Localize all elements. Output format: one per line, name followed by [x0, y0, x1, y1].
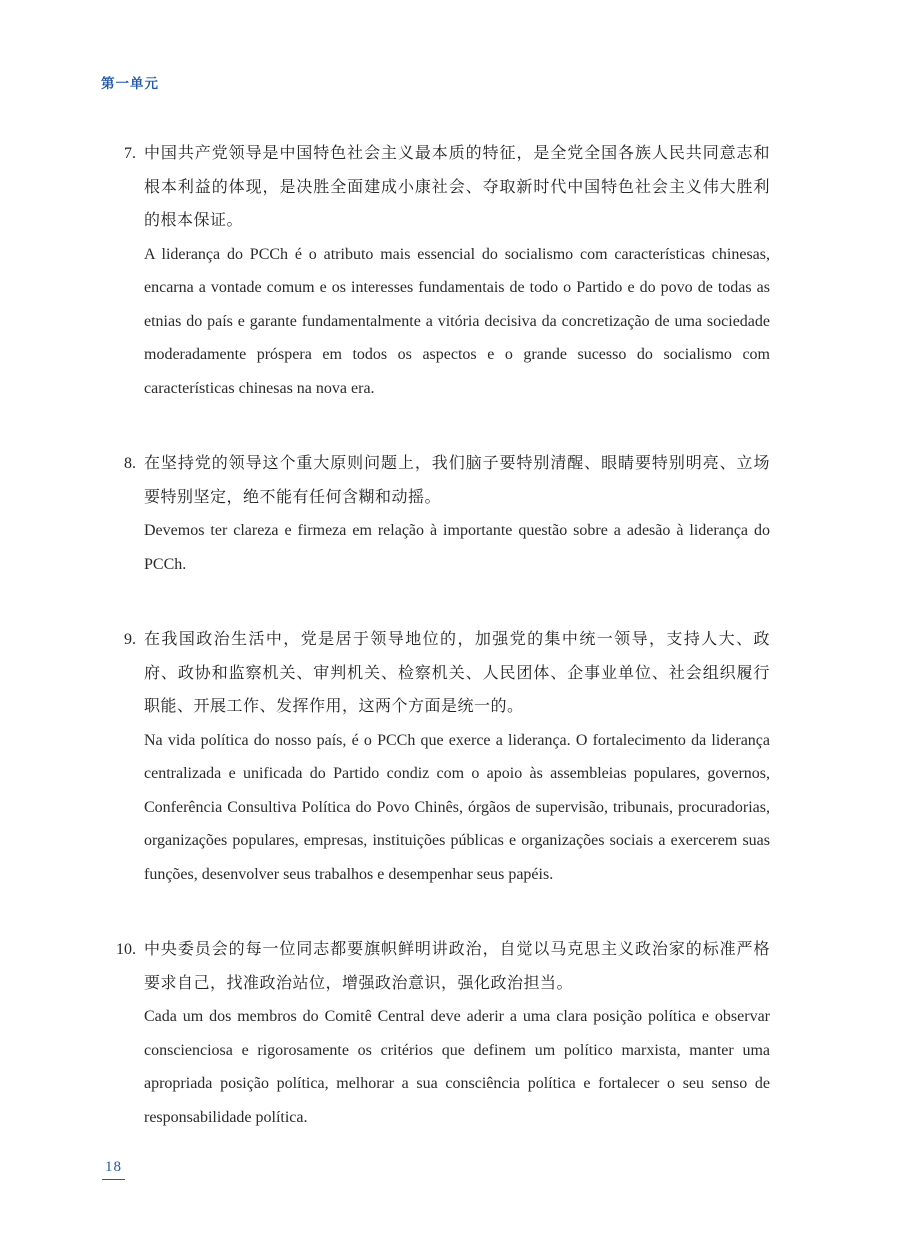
- item-body: [144, 933, 770, 1134]
- item-number: 8.: [124, 455, 136, 472]
- list-item: [106, 623, 770, 891]
- page-footer: [102, 1158, 125, 1180]
- list-item: [106, 137, 770, 405]
- item-body: [144, 623, 770, 891]
- item-number: 7.: [124, 145, 136, 162]
- unit-header: 第一单元: [101, 76, 159, 91]
- portuguese-translation: Devemos ter clareza e firmeza em relação à importante questão sobre a adesão à liderança do PCCh.: [144, 522, 770, 573]
- list-item: [106, 933, 770, 1134]
- chinese-text: 在坚持党的领导这个重大原则问题上，我们脑子要特别清醒、眼睛要特别明亮、立场要特别坚定，绝不能有任何含糊和动摇。: [144, 455, 770, 506]
- page-content: [106, 137, 770, 1134]
- item-body: [144, 447, 770, 581]
- list-item: [106, 447, 770, 581]
- chinese-text: 在我国政治生活中，党是居于领导地位的，加强党的集中统一领导，支持人大、政府、政协和监察机关、审判机关、检察机关、人民团体、企事业单位、社会组织履行职能、开展工作、发挥作用，这两个方面是统一的。: [144, 631, 770, 715]
- portuguese-translation: Na vida política do nosso país, é o PCCh que exerce a liderança. O fortalecimento da liderança centralizada e unificada do Partido condiz com o apoio às assembleias populares, governos, Conferência Consultiva Política do Povo Chinês, órgãos de supervisão, tribunais, procuradorias, organizações populares, empresas, instituições públicas e organizações sociais a exercerem suas funções, desenvolver seus trabalhos e desempenhar seus papéis.: [144, 731, 770, 883]
- item-number: 9.: [124, 631, 136, 648]
- page-number: 18: [102, 1159, 125, 1180]
- chinese-text: 中央委员会的每一位同志都要旗帜鲜明讲政治，自觉以马克思主义政治家的标准严格要求自己，找准政治站位，增强政治意识，强化政治担当。: [144, 941, 770, 992]
- chinese-text: 中国共产党领导是中国特色社会主义最本质的特征，是全党全国各族人民共同意志和根本利益的体现，是决胜全面建成小康社会、夺取新时代中国特色社会主义伟大胜利的根本保证。: [144, 145, 770, 229]
- item-number: 10.: [116, 941, 136, 958]
- portuguese-translation: Cada um dos membros do Comitê Central deve aderir a uma clara posição política e observar conscienciosa e rigorosamente os critérios que definem um político marxista, manter uma apropriada posição política, melhorar a sua consciência política e fortalecer o seu senso de responsabilidade política.: [144, 1008, 770, 1126]
- portuguese-translation: A liderança do PCCh é o atributo mais essencial do socialismo com características chinesas, encarna a vontade comum e os interesses fundamentais de todo o Partido e do povo de todas as etnias do país e garante fundamentalmente a vitória decisiva da concretização de uma sociedade moderadamente próspera em todos os aspectos e o grande sucesso do socialismo com características chinesas na nova era.: [144, 245, 770, 397]
- item-body: [144, 137, 770, 405]
